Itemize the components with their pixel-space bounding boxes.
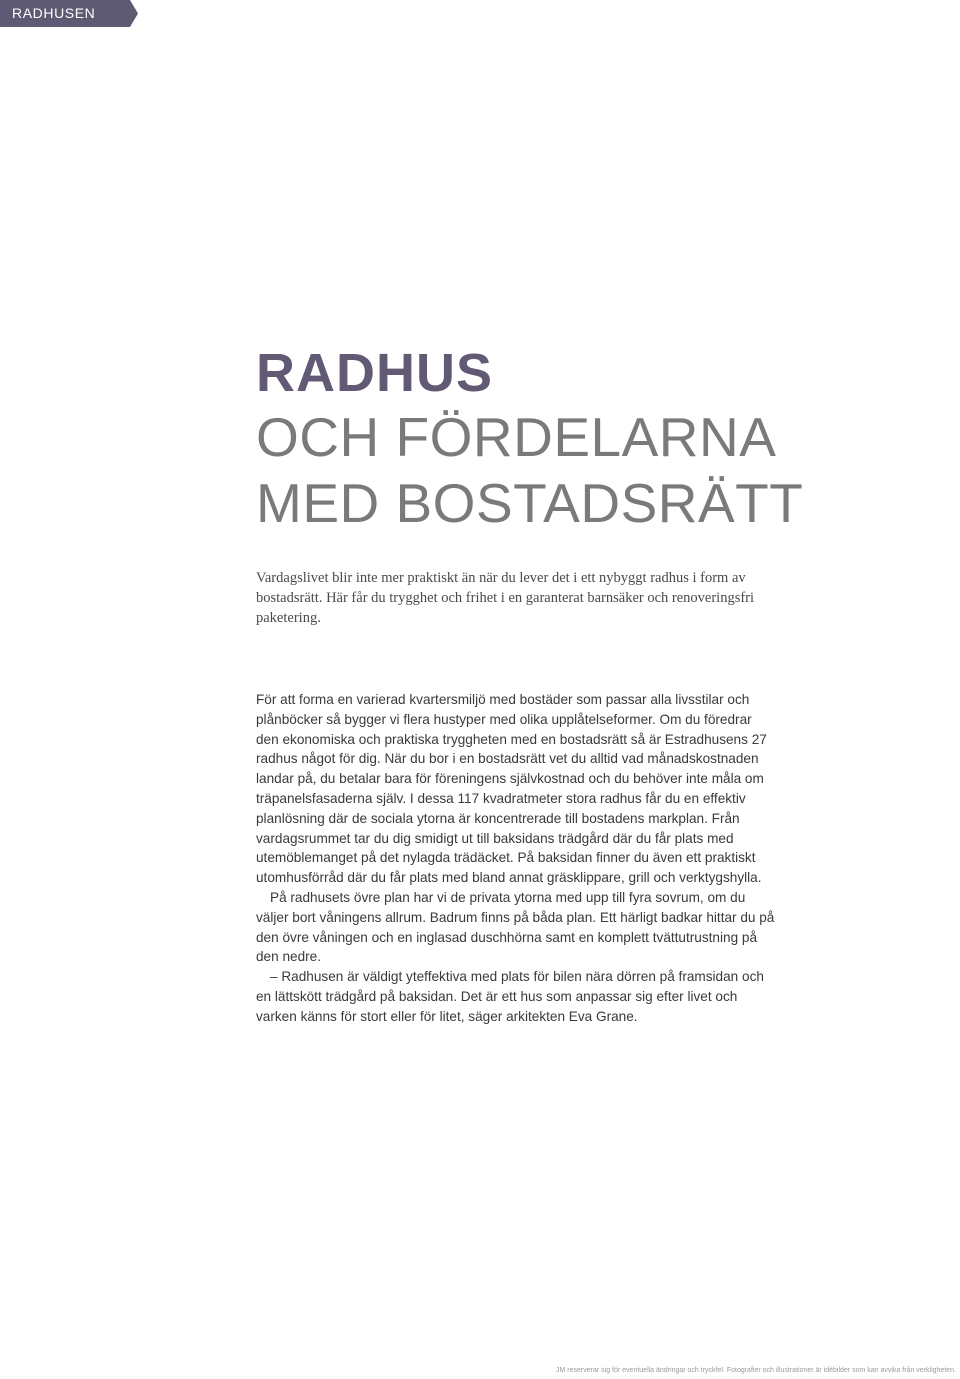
heading-line-3: MED BOSTADSRÄTT (256, 472, 804, 534)
ingress-paragraph: Vardagslivet blir inte mer praktiskt än när du lever det i ett nybyggt radhus i form av bostadsrätt. Här får du trygghet och frihet i en garanterat barnsäker och renoveringsfri paketering. (256, 570, 755, 626)
heading-bold-line: RADHUS (256, 343, 494, 403)
section-tab (0, 0, 138, 27)
footer-disclaimer: JM reserverar sig för eventuella ändringar och tryckfel. Fotografier och illustrationer är idébilder som kan avvika från verkligheten. (556, 1367, 956, 1374)
body-text (256, 690, 778, 1027)
body-paragraph-1: För att forma en varierad kvartersmiljö med bostäder som passar alla livsstilar och plånböcker så bygger vi flera hustyper med olika upplåtelseformer. Om du föredrar den ekonomiska och praktiska tryggheten med en bostadsrätt så är Estradhusens 27 radhus något för dig. När du bor i en bostadsrätt vet du alltid vad månadskostnaden landar på, du betalar bara för föreningens självkostnad och du behöver inte måla om träpanelsfasaderna själv. I dessa 117 kvadratmeter stora radhus får du en effektiv planlösning där de sociala ytorna är koncentrerade till bostadens markplan. Från vardagsrummet tar du dig smidigt ut till baksidans trädgård där du får plats med utemöblemanget på det nylagda trädäcket. På baksidan finner du även ett praktiskt utomhusförråd där du får plats med bland annat gräsklippare, grill och verktygshylla. (256, 692, 767, 886)
page-heading (256, 342, 896, 536)
body-paragraph-2: På radhusets övre plan har vi de privata ytorna med upp till fyra sovrum, om du väljer bort våningens allrum. Badrum finns på båda plan. Ett härligt badkar hittar du på den övre våningen och en inglasad duschhörna samt en komplett tvättutrustning på den nedre. (256, 889, 775, 965)
body-paragraph-3: – Radhusen är väldigt yteffektiva med plats för bilen nära dörren på framsidan och en lättskött trädgård på baksidan. Det är ett hus som anpassar sig efter livet och varken känns för stort eller för litet, säger arkitekten Eva Grane. (256, 969, 764, 1024)
section-tab-label: RADHUSEN (12, 5, 96, 21)
heading-line-2: OCH FÖRDELARNA (256, 406, 777, 468)
